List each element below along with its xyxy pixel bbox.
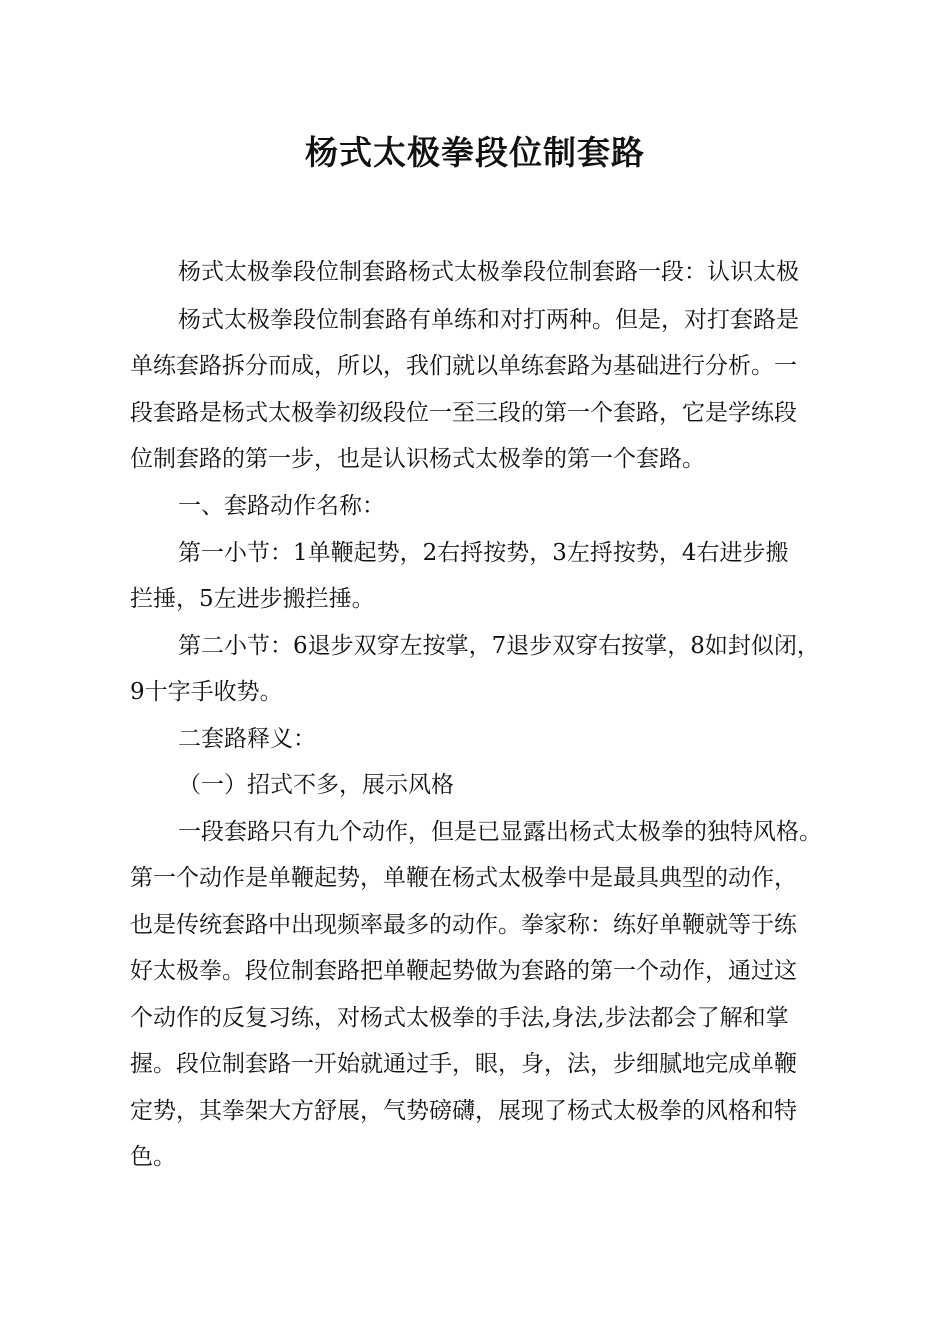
- text-line: 9十字手收势。: [130, 679, 283, 705]
- text-line: 第二小节：6退步双穿左按掌，7退步双穿右按掌，8如封似闭，: [178, 633, 820, 659]
- section-heading: 一、套路动作名称：: [178, 493, 385, 519]
- text-line: 握。段位制套路一开始就通过手，眼，身，法，步细腻地完成单鞭: [130, 1051, 797, 1077]
- text-line: 也是传统套路中出现频率最多的动作。拳家称：练好单鞭就等于练: [130, 912, 797, 938]
- text-line: 好太极拳。段位制套路把单鞭起势做为套路的第一个动作，通过这: [130, 958, 797, 984]
- text-line: 第一小节：1单鞭起势，2右捋按势，3左捋按势，4右进步搬: [178, 540, 789, 566]
- text-line: 色。: [130, 1144, 176, 1170]
- subsection-heading: （一）招式不多，展示风格: [178, 772, 454, 798]
- text-line: 杨式太极拳段位制套路有单练和对打两种。但是，对打套路是: [178, 307, 799, 333]
- text-line: 第一个动作是单鞭起势，单鞭在杨式太极拳中是最具典型的动作，: [130, 865, 797, 891]
- text-line: 拦捶，5左进步搬拦捶。: [130, 586, 375, 612]
- section-heading: 二套路释义：: [178, 726, 316, 752]
- text-line: 个动作的反复习练，对杨式太极拳的手法,身法,步法都会了解和掌: [130, 1005, 789, 1031]
- text-line: 段套路是杨式太极拳初级段位一至三段的第一个套路，它是学练段: [130, 400, 797, 426]
- text-line: 定势，其拳架大方舒展，气势磅礴，展现了杨式太极拳的风格和特: [130, 1098, 797, 1124]
- text-line: 位制套路的第一步，也是认识杨式太极拳的第一个套路。: [130, 446, 705, 472]
- text-line: 一段套路只有九个动作，但是已显露出杨式太极拳的独特风格。: [178, 819, 822, 845]
- document-title: 杨式太极拳段位制套路: [305, 133, 645, 172]
- text-line: 单练套路拆分而成，所以，我们就以单练套路为基础进行分析。一: [130, 353, 797, 379]
- text-line: 杨式太极拳段位制套路杨式太极拳段位制套路一段：认识太极: [178, 259, 799, 285]
